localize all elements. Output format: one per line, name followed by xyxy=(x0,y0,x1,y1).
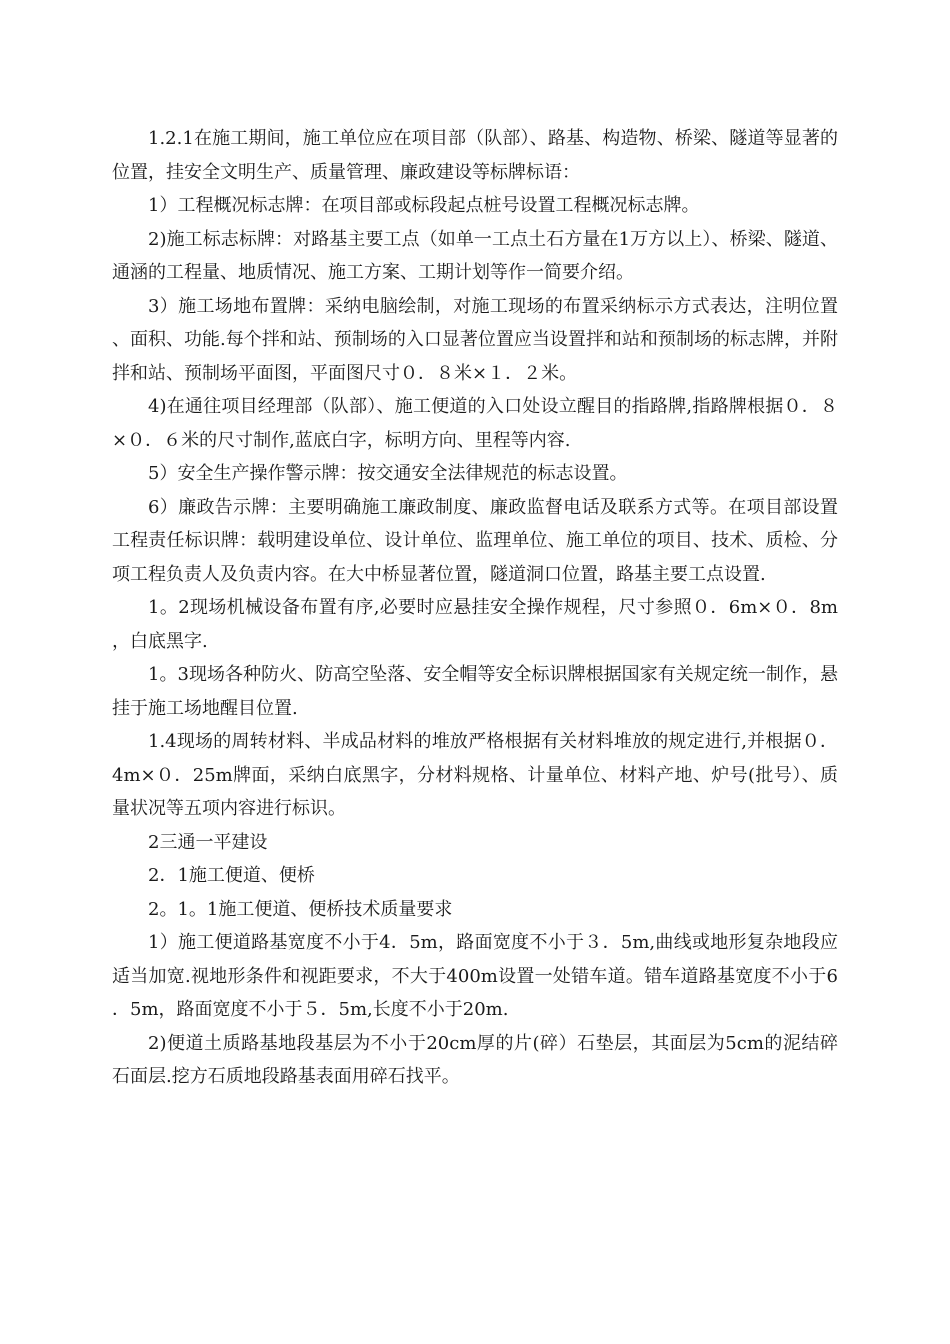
paragraph-1-3: 1。3现场各种防火、防高空坠落、安全帽等安全标识牌根据国家有关规定统一制作，悬挂于施工场地醒目位置. xyxy=(112,664,838,719)
section-heading-2-1-1: 2。1。1施工便道、便桥技术质量要求 xyxy=(148,898,453,920)
paragraph-road-item-2: 2)便道土质路基地段基层为不小于20cm厚的片(碎）石垫层，其面层为5cm的泥结碎石面层.挖方石质地段路基表面用碎石找平。 xyxy=(112,1032,838,1087)
document-body xyxy=(112,122,838,1094)
paragraph-item-6: 6）廉政告示牌：主要明确施工廉政制度、廉政监督电话及联系方式等。在项目部设置工程责任标识牌：载明建设单位、设计单位、监理单位、施工单位的项目、技术、质检、分项工程负责人及负责内容。在大中桥显著位置，隧道洞口位置，路基主要工点设置. xyxy=(112,496,838,585)
paragraph-item-5: 5）安全生产操作警示牌：按交通安全法律规范的标志设置。 xyxy=(148,463,628,484)
paragraph-1-4: 1.4现场的周转材料、半成品材料的堆放严格根据有关材料堆放的规定进行,并根据０．4m×０．25m牌面，采纳白底黑字，分材料规格、计量单位、材料产地、炉号(批号）、质量状况等五项内容进行标识。 xyxy=(112,731,838,819)
paragraph-item-2: 2)施工标志标牌：对路基主要工点（如单一工点土石方量在1万方以上）、桥梁、隧道、通涵的工程量、地质情况、施工方案、工期计划等作一简要介绍。 xyxy=(112,228,838,283)
paragraph-road-item-1: 1）施工便道路基宽度不小于4．5m，路面宽度不小于３．5m,曲线或地形复杂地段应适当加宽.视地形条件和视距要求，不大于400m设置一处错车道。错车道路基宽度不小于6．5m，路面宽度不小于５．5m,长度不小于20m. xyxy=(112,932,838,1020)
paragraph-item-1: 1）工程概况标志牌：在项目部或标段起点桩号设置工程概况标志牌。 xyxy=(148,195,700,216)
paragraph-1-2-1: 1.2.1在施工期间，施工单位应在项目部（队部）、路基、构造物、桥梁、隧道等显著的位置，挂安全文明生产、质量管理、廉政建设等标牌标语： xyxy=(112,128,838,183)
paragraph-item-3: 3）施工场地布置牌：采纳电脑绘制，对施工现场的布置采纳标示方式表达，注明位置、面积、功能.每个拌和站、预制场的入口显著位置应当设置拌和站和预制场的标志牌，并附拌和站、预制场平面图，平面图尺寸０．８米×１．２米。 xyxy=(112,295,838,384)
paragraph-item-4: 4)在通往项目经理部（队部）、施工便道的入口处设立醒目的指路牌,指路牌根据０．８×０．６米的尺寸制作,蓝底白字，标明方向、里程等内容. xyxy=(112,396,838,451)
paragraph-1-2: 1。2现场机械设备布置有序,必要时应悬挂安全操作规程，尺寸参照０．6m×０．8m，白底黑字. xyxy=(112,597,838,652)
section-heading-2-1: 2．1施工便道、便桥 xyxy=(148,865,315,886)
section-heading-2: 2三通一平建设 xyxy=(148,831,268,853)
